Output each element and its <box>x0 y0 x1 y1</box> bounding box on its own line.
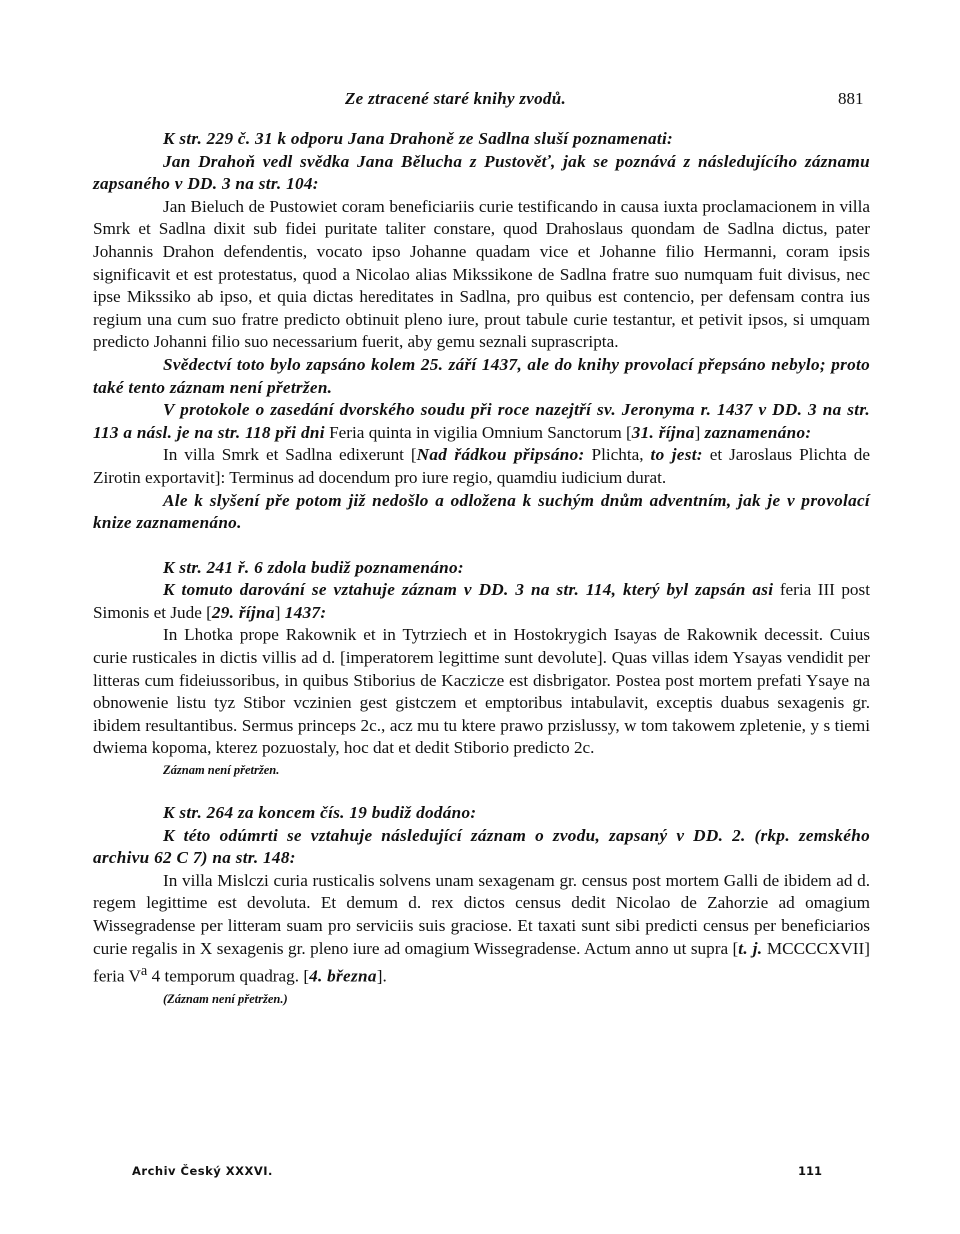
editorial-note: (Záznam není přetržen.) <box>163 991 288 1006</box>
latin-record: In Lhotka prope Rakownik et in Tytrziech et in Hostokrygich Isayas de Rakownik decessit. Cuius curie rusticales in dictis villis ad d. [imperatorem legittime sunt devolute]. Quas villas idem Ysayas vendidit per litteras cum fideiussoribus, in quibus Stiborius de Kaczicze est disbrigator. Postea post mortem prefati Ysaye na obnowenie listu tyz Stibor vczinien gest gistczem et emptoribus intabulavit, exceptis duabus sexagenis gr. ibidem resultantibus. Sermus princeps 2c., acz mu tu ktere prawo przislussy, w tom takowem zpletenie, y s tiemi dwiema kopoma, kterez pozuostaly, hoc dat et dedit Stiborio predicto 2c. <box>93 625 870 758</box>
text-italic: zaznamenáno: <box>704 422 812 442</box>
page-number: 881 <box>838 89 864 108</box>
paragraph: Ale k slyšení pře potom již nedošlo a odložena k suchým dnům adventním, jak je v provolací knize zaznamenáno. <box>93 490 870 533</box>
paragraph <box>93 399 870 444</box>
text-italic: 31. října <box>631 422 695 442</box>
text-italic: to jest: <box>650 445 703 465</box>
section-heading: K str. 229 č. 31 k odporu Jana Drahoně ze Sadlna sluší poznamenati: <box>163 129 674 148</box>
page-footer <box>0 1160 960 1180</box>
sheet-number: 111 <box>798 1164 823 1178</box>
running-title: Ze ztracené staré knihy zvodů. <box>345 89 567 108</box>
latin-record <box>93 444 870 489</box>
paragraph: Jan Drahoň vedl svědka Jana Bělucha z Pustověť, jak se poznává z následujícího záznamu zapsaného v DD. 3 na str. 104: <box>93 151 870 194</box>
text-roman: Feria quinta in vigilia Omnium Sanctorum [ <box>324 422 632 442</box>
section-heading: K str. 264 za koncem čís. 19 budiž dodáno: <box>163 803 477 823</box>
text-roman: ]. <box>376 966 387 986</box>
section-heading: K str. 241 ř. 6 zdola budiž poznamenáno: <box>163 557 464 577</box>
section-gap <box>93 780 870 802</box>
text-roman: ] <box>694 422 705 442</box>
section-gap <box>93 535 870 557</box>
text-italic: Nad řádkou připsáno: <box>416 445 585 465</box>
text-roman: et Jaroslaus Plichta de Zirotin exportavit]: Terminus ad docendum pro iure regio, quamdiu iudicium durat. <box>93 445 870 487</box>
text-italic: 29. října <box>211 602 275 622</box>
text-italic: 1437: <box>284 602 327 622</box>
text-italic: 4. března <box>309 966 377 986</box>
text-roman: 4 temporum quadrag. [ <box>147 966 310 986</box>
text-roman: feria III post Simonis et Jude [ <box>93 580 870 622</box>
text-roman: In villa Mislczi curia rusticalis solvens unam sexagenam gr. census post mortem Galli de ibidem ad d. regem legittime est devoluta. Et demum d. rex dictos census dedit Nicolao de Zahorzie ad omagium Wissegradense per litteram suam pro serviciis suis graciose. Et taxati sunt sibi predicti census per beneficiarios curie regalis in X sexagenis gr. pleno iure ad omagium Wissegradense. Actum anno ut supra [ <box>93 870 870 958</box>
paragraph <box>93 579 870 624</box>
latin-record <box>93 870 870 989</box>
paragraph: K této odúmrti se vztahuje následující záznam o zvodu, zapsaný v DD. 2. (rkp. zemského archivu 62 C 7) na str. 148: <box>93 825 870 868</box>
superscript: a <box>140 963 148 980</box>
editorial-note: Záznam není přetržen. <box>163 763 280 778</box>
page-body <box>93 128 870 1009</box>
text-italic: t. j. <box>738 938 763 958</box>
latin-record: Jan Bieluch de Pustowiet coram beneficiariis curie testificando in causa iuxta proclamacionem in villa Smrk et Sadlna dixit sub fidei puritate taliter constare, quod Drahoslaus quondam de Sadlna dictus, pater Johannis Drahon defendentis, vocato ipso Johanne quadam vice et Johanne filio Hermanni, coram ipsis significavit et est protestatus, quod a Nicolao alias Mikssikone de Sadlna fratre suo numquam fuit divisus, nec ipse Mikssiko ab ipso, et quia dictas hereditates in Sadlna, pro quibus est contencio, per defensam contra ius regium una cum suo fratre predicto obtinuit pleno iure, prout tabule curie testantur, et petivit ipsos, si umquam predicto Johanni filio suo necessarium fuerit, aby gemu seznali suprascripta. <box>93 196 870 352</box>
signature-mark: Archiv Český XXXVI. <box>132 1164 273 1178</box>
text-roman: ] <box>274 602 285 622</box>
text-italic: K tomuto darování se vztahuje záznam v DD. 3 na str. 114, který byl zapsán asi <box>163 580 774 600</box>
text-roman: In villa Smrk et Sadlna edixerunt [ <box>163 445 417 465</box>
text-roman: Plichta, <box>584 445 651 465</box>
paragraph: Svědectví toto bylo zapsáno kolem 25. září 1437, ale do knihy provolací přepsáno nebylo; proto také tento záznam není přetržen. <box>93 354 870 397</box>
page-header <box>0 88 960 112</box>
text-roman: MCCCCXVII] feria V <box>93 938 870 986</box>
text-italic: V protokole o zasedání dvorského soudu při roce nazejtří sv. Jeronyma r. 1437 v DD. 3 na str. 113 a násl. je na str. 118 při dni <box>93 400 870 442</box>
